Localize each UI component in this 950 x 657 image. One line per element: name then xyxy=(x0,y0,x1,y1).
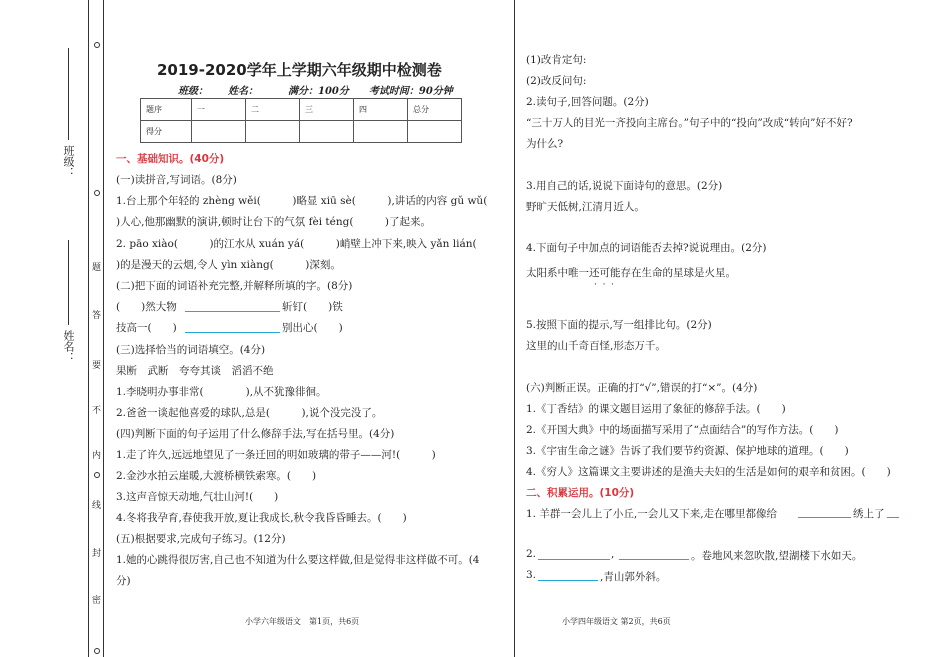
question-text: (2)改反问句: xyxy=(526,75,587,87)
question-text: (三)选择恰当的词语填空。(4分) xyxy=(116,344,266,356)
question-text: 2.《开国大典》中的场面描写采用了“点面结合”的写作方法。( ) xyxy=(526,424,839,436)
question-text: (一)读拼音,写词语。(8分) xyxy=(116,174,237,186)
question-text: 2. pāo xiào( )的江水从 xuán yá( )峭壁上冲下来,映入 yǎn lián( xyxy=(116,238,477,250)
poem-line: 野旷天低树,江清月近人。 xyxy=(526,201,645,213)
question-text: 1.她的心跳得很厉害,自己也不知道为什么要这样做,但是觉得非这样做不可。(4 xyxy=(116,554,480,566)
question-text: ,青山郭外斜。 xyxy=(600,571,667,583)
question-text: 技高一( ) xyxy=(116,322,177,334)
answer-blank[interactable] xyxy=(619,559,689,560)
binding-line-inner xyxy=(103,0,104,657)
answer-blank[interactable] xyxy=(538,559,610,560)
emphasis-dots: · · · xyxy=(594,280,615,290)
question-text: ( )然大物 xyxy=(116,301,177,313)
score-input-cell[interactable] xyxy=(354,121,408,143)
question-text: 为什么? xyxy=(526,138,564,150)
score-header-cell: 二 xyxy=(246,99,300,121)
question-text: 3.《宇宙生命之谜》告诉了我们要节约资源、保护地球的道理。( ) xyxy=(526,445,849,457)
question-text: 1.李晓明办事非常( ),从不犹豫徘徊。 xyxy=(116,386,327,398)
question-text: 1.《丁香结》的课文题目运用了象征的修辞手法。( ) xyxy=(526,403,786,415)
question-text: (1)改肯定句: xyxy=(526,54,587,66)
answer-blank[interactable] xyxy=(185,332,280,333)
question-text: 2.读句子,回答问题。(2分) xyxy=(526,96,649,108)
answer-blank[interactable] xyxy=(887,517,899,518)
question-text: 1.走了许久,远远地望见了一条迁回的明如玻璃的带子——河!( ) xyxy=(116,449,436,461)
question-text: 4.下面句子中加点的词语能否去掉?说说理由。(2分) xyxy=(526,242,767,254)
seal-char-5: 内 xyxy=(90,450,100,459)
question-text: 2. xyxy=(526,548,537,560)
section-1-heading: 一、基础知识。(40分) xyxy=(116,153,225,165)
seal-char-6: 线 xyxy=(90,500,100,509)
binding-line-outer xyxy=(88,0,89,657)
question-text: 4.《穷人》这篇课文主要讲述的是渔夫夫妇的生活是如何的艰辛和贫困。( ) xyxy=(526,466,891,478)
question-text: 3.这声音惊天动地,气壮山河!( ) xyxy=(116,491,279,503)
footer-left: 小学六年级语文 第1页，共6页 xyxy=(245,617,360,626)
question-text: 4.冬将我孕育,春使我开放,夏让我成长,秋令我昏昏睡去。( ) xyxy=(116,512,407,524)
binding-hole-1 xyxy=(94,42,100,48)
question-text: )的是漫天的云烟,令人 yìn xiàng( )深刻。 xyxy=(116,259,341,271)
answer-blank[interactable] xyxy=(538,580,598,581)
question-text: 斩钉( )铁 xyxy=(282,301,343,313)
score-header-cell: 四 xyxy=(354,99,408,121)
seal-char-3: 要 xyxy=(90,360,100,369)
score-input-cell[interactable] xyxy=(408,121,462,143)
class-blank[interactable] xyxy=(68,48,69,140)
name-label: 姓名： xyxy=(62,330,75,363)
question-text: 别出心( ) xyxy=(282,322,343,334)
exam-info: 班级： 姓名： 满分：100分 考试时间：90分钟 xyxy=(178,86,453,97)
question-text: 5.按照下面的提示,写一组排比句。(2分) xyxy=(526,319,712,331)
seal-char-2: 答 xyxy=(90,310,100,319)
question-text: 绣上了 xyxy=(853,508,885,520)
score-input-cell[interactable] xyxy=(300,121,354,143)
question-text: )人心,他那幽默的演讲,顿时让台下的气氛 fèi téng( )了起来。 xyxy=(116,216,432,228)
page-title: 2019-2020学年上学期六年级期中检测卷 xyxy=(157,61,442,79)
section-2-heading: 二、积累运用。(10分) xyxy=(526,487,635,499)
score-header-cell: 总分 xyxy=(408,99,462,121)
class-label: 班级： xyxy=(62,145,75,178)
question-text: (六)判断正误。正确的打“√”,错误的打“×”。(4分) xyxy=(526,382,758,394)
seal-char-1: 题 xyxy=(90,262,100,271)
question-text: 2.金沙水拍云崖暖,大渡桥横铁索寒。( ) xyxy=(116,470,317,482)
binding-hole-3 xyxy=(94,472,100,478)
column-divider xyxy=(514,0,515,657)
question-text: , xyxy=(611,548,615,560)
question-text: 1. 羊群一会儿上了小丘,一会儿又下来,走在哪里都像给 xyxy=(526,508,778,520)
question-text: 3. xyxy=(526,569,537,581)
seal-char-7: 封 xyxy=(90,548,100,557)
question-text: (四)判断下面的句子运用了什么修辞手法,写在括号里。(4分) xyxy=(116,428,395,440)
question-text: 太阳系中唯一还可能存在生命的星球是火星。 xyxy=(526,267,736,279)
question-text: 这里的山千奇百怪,形态万千。 xyxy=(526,340,666,352)
seal-char-8: 密 xyxy=(90,595,100,604)
question-text: 分) xyxy=(116,575,131,587)
binding-hole-4 xyxy=(94,648,100,654)
answer-blank[interactable] xyxy=(798,517,851,518)
question-text: “三十万人的目光一齐投向主席台。”句子中的“投向”改成“转向”好不好? xyxy=(526,117,853,129)
name-blank[interactable] xyxy=(68,240,69,325)
footer-right: 小学四年级语文 第2页，共6页 xyxy=(562,617,671,626)
question-text: (二)把下面的词语补充完整,并解释所填的字。(8分) xyxy=(116,280,353,292)
score-table xyxy=(140,98,462,143)
word-bank: 果断 武断 夸夸其谈 滔滔不绝 xyxy=(116,365,274,377)
question-text: (五)根据要求,完成句子练习。(12分) xyxy=(116,533,286,545)
question-text: 1.台上那个年轻的 zhèng wěi( )略显 xiū sè( ),讲话的内容 gǔ wǔ( xyxy=(116,195,488,207)
score-input-cell[interactable] xyxy=(246,121,300,143)
answer-blank[interactable] xyxy=(185,311,280,312)
score-row-label: 得分 xyxy=(141,121,192,143)
seal-char-4: 不 xyxy=(90,405,100,414)
score-header-cell: 三 xyxy=(300,99,354,121)
question-text: 2.爸爸一谈起他喜爱的球队,总是( ),说个没完没了。 xyxy=(116,407,383,419)
score-header-cell: 题序 xyxy=(141,99,192,121)
question-text: 3.用自己的话,说说下面诗句的意思。(2分) xyxy=(526,180,723,192)
score-input-cell[interactable] xyxy=(192,121,246,143)
question-text: 。卷地风来忽吹散,望湖楼下水如天。 xyxy=(691,550,863,562)
binding-hole-2 xyxy=(94,190,100,196)
score-header-cell: 一 xyxy=(192,99,246,121)
